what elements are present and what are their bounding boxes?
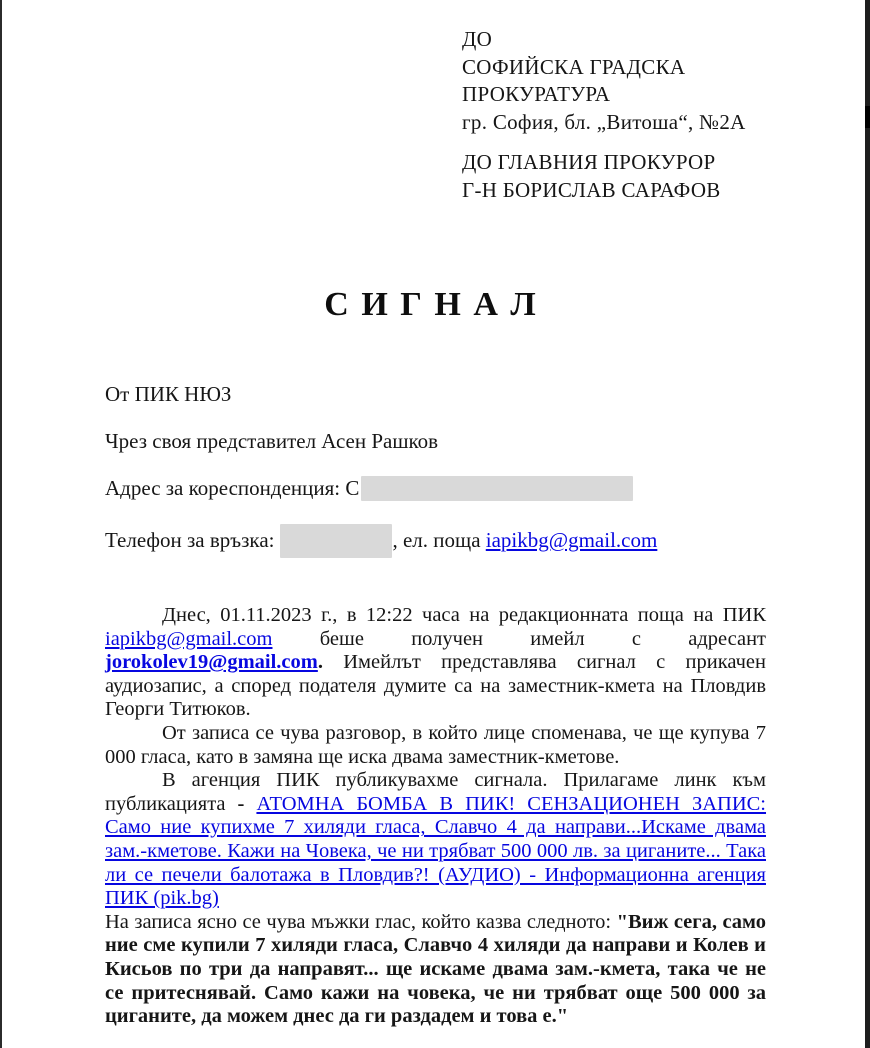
email-link[interactable]: iapikbg@gmail.com [485, 528, 658, 552]
sender-block [105, 382, 657, 581]
page-right-edge [865, 0, 870, 1048]
recipient-line: ДО [462, 27, 493, 51]
sender-address-line [105, 476, 657, 501]
body-text [105, 604, 766, 1029]
recipient-line: СОФИЙСКА ГРАДСКА [462, 54, 686, 79]
hyperlink[interactable]: iapikbg@gmail.com [105, 627, 273, 650]
recipient-block-2 [462, 149, 746, 204]
phone-suffix: , ел. поща [392, 528, 486, 552]
recipient-block [462, 26, 746, 204]
recipient-gap [462, 136, 746, 149]
phone-label: Телефон за връзка: [105, 528, 275, 552]
recipient-line: ПРОКУРАТУРА [462, 82, 611, 106]
recipient-line: ДО ГЛАВНИЯ ПРОКУРОР [462, 150, 716, 174]
sender-from-line: От ПИК НЮЗ [105, 382, 232, 406]
text-segment: От записа се чува разговор, в който лице споменава, че ще купува 7 000 гласа, като в замяна ще иска двама заместник-кметове. [105, 721, 766, 768]
recipient-block-1 [462, 26, 746, 136]
redacted-phone-value [280, 524, 392, 558]
text-segment: "Виж сега, само ние сме купили 7 хиляди гласа, Славчо 4 хиляди да направи и Колев и Кисьов по три да направят... ще искаме двама зам.-кмета, така че не се притеснявай. Само кажи на човека, че ни трябват още 500 000 за циганите, да можем днес да ги раздадем и това е." [105, 910, 766, 1028]
text-segment: Днес, 01.11.2023 г., в 12:22 часа на редакционната поща на ПИК [162, 604, 766, 626]
page-right-edge-notch [865, 106, 870, 128]
text-segment: беше получен имейл с адресант [272, 627, 766, 650]
redacted-address-value [361, 476, 633, 501]
text-segment: На записа ясно се чува мъжки глас, който казва следното: [105, 910, 617, 933]
body-paragraph [105, 604, 766, 722]
body-paragraph [105, 722, 766, 769]
recipient-line: Г-Н БОРИСЛАВ САРАФОВ [462, 177, 721, 202]
sender-phone-line [105, 524, 657, 558]
body-paragraph [105, 769, 766, 911]
recipient-line: гр. София, бл. „Витоша“, №2А [462, 109, 746, 134]
text-segment: - [237, 792, 257, 815]
address-label: Адрес за кореспонденция: С [105, 476, 360, 500]
sender-via-line: Чрез своя представител Асен Рашков [105, 429, 439, 453]
text-segment: В агенция ПИК публикувахме сигнала. Прилагаме линк към публикацията [105, 769, 766, 815]
hyperlink[interactable]: АТОМНА БОМБА В ПИК! СЕНЗАЦИОНЕН ЗАПИС: Само ние купихме 7 хиляди гласа, Славчо 4 да направи...Искаме двама зам.-кметове. Кажи на Човека, че ни трябват 500 000 лв. за циганите... Така ли се печели балотажа в Пловдив?! (АУДИО) - Информационна агенция ПИК (pik.bg) [105, 792, 767, 910]
text-segment: Имейлът представлява сигнал с прикачен аудиозапис, а според подателя думите са на заместник-кмета на Пловдив Георги Титюков. [105, 651, 766, 721]
hyperlink[interactable]: jorokolev19@gmail.com [105, 651, 318, 674]
document-title: С И Г Н А Л [324, 286, 538, 323]
text-segment: . [317, 651, 323, 674]
body-paragraph [105, 911, 766, 1029]
page-left-edge [0, 0, 2, 1048]
